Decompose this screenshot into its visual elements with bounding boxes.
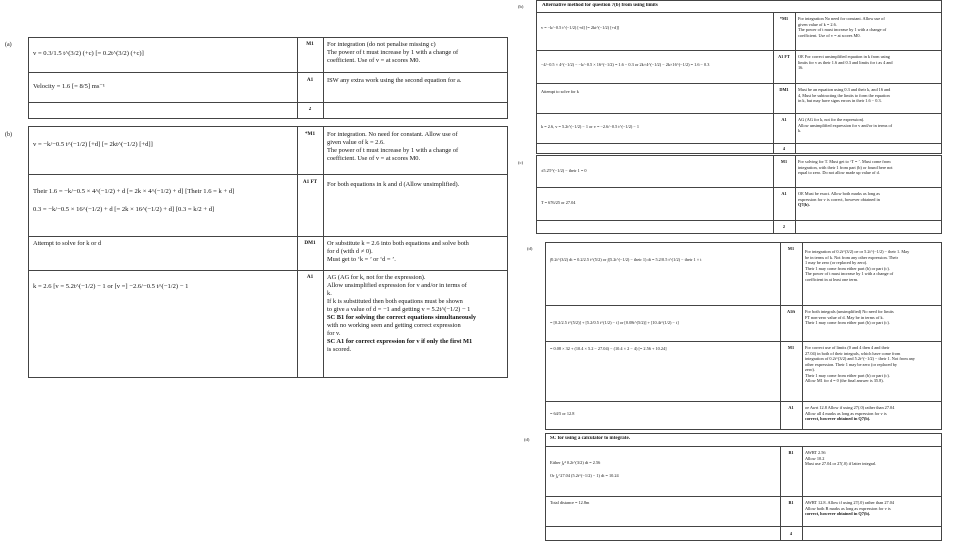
part-b-row-4-working: k = 2.6 [v = 5.2t^(−1/2) − 1 or [v =] −2.6/−0.5 t^(−1/2) − 1 — [33, 283, 189, 290]
part-c-row-1-mark: M1 — [780, 159, 788, 164]
part-d-row-1-working: ∫0.2t^(3/2) dt = 0.2/2.5 t^(5/2) or ∫(5.2t^(−1/2) − their 1) dt = 5.2/0.5 t^(1/2) − their 1 × t — [550, 257, 702, 262]
alt-b-row-2-guidance: OE For correct unsimplified equation in k from using limits for v as their 1.6 and 0.3 and limits for t as 4 and 16. — [798, 54, 893, 71]
alt-b-row-1-guidance: For integration No need for constant. Allow use of given value of k = 2.6. The power of t must increase by 1 with a change of coefficient. Use of v = at scores M0. — [798, 16, 887, 38]
part-d-table — [545, 242, 942, 430]
part-d-sc-row-1-guidance: AWRT 2.56 Allow 10.2 Must use 27.04 or 27(.0) if latter integral. — [805, 450, 877, 467]
part-b-row-2-working: Their 1.6 = −k/−0.5 × 4^(−1/2) + d [= 2k × 4^(−1/2) + d] [Their 1.6 = k + d] 0.3 = −k/−0.5 × 16^(−1/2) + d [= 2k × 16^(−1/2) + d] [0.3 = k/2 + d] — [33, 188, 235, 214]
part-d-row-3-guidance: For correct use of limits (0 and 4 then 4 and their 27.04) in both of their integrals, which have come from integration of 0.2t^(3/2) and 5.2t^(−1/2) − their 1. Not from any other expression. Their 1 may be zero (or replaced by zero). Their 1 may come from either part (b) or part (c). Allow M1 for d = 0 (the final answer is 35.8). — [805, 345, 915, 384]
alt-b-row-1-working: v = −k/−0.5 t^(−1/2) [+d] [= 2kt^(−1/2) [+d]] — [541, 25, 620, 30]
part-a-working: v = 0.3/1.5 t^(3/2) (+c) [= 0.2t^(3/2) (+c)] — [33, 50, 144, 57]
alt-b-row-3-mark: DM1 — [779, 87, 789, 92]
part-d-row-3-working: = 0.08 × 32 + (10.4 × 5.2 − 27.04) − (10.4 × 2 − 4) [= 2.56 + 10.24] — [550, 346, 667, 351]
part-c-row-2-guidance: OE Must be exact. Allow both marks as long as expression for v is correct, however obtained in Q7(b). — [798, 191, 880, 208]
part-d-row-4-guidance: oe Awrt 12.8 Allow if using 27(.0) rather than 27.04 Allow all 4 marks as long as expression for v is correct, however obtained in Q7(b). — [805, 405, 895, 422]
part-b-row-2-mark: A1 FT — [302, 179, 318, 185]
part-d-sc-label: (d) — [524, 437, 530, 442]
part-d-sc-row-1-mark: B1 — [788, 450, 794, 455]
part-b-row-1-working: v = −k/−0.5 t^(−1/2) [+d] [= 2kt^(−1/2) [+d]] — [33, 141, 153, 148]
alt-b-row-4-guidance: AG (AG for k, not for the expression). Allow unsimplified expression for v and/or in terms of k. — [798, 117, 893, 134]
part-d-row-1-mark: M1 — [787, 246, 795, 251]
part-d-sc-total: 4 — [789, 531, 793, 536]
part-a-guidance-2: ISW any extra work using the second equation for a. — [327, 77, 462, 84]
part-b-row-3-working: Attempt to solve for k or d — [33, 240, 102, 247]
part-c-row-1-guidance: For solving for T. Must get to ‘T = ’. Must come from integration, with their 1 from part (b) or found here not equal to zero. Do not allow made up value of d. — [798, 159, 893, 176]
part-d-sc-row-2-guidance: AWRT 12.8. Allow if using 27(.0) rather than 27.04 Allow both B marks as long as expression for v is correct, however obtained in Q7(b). — [805, 500, 895, 517]
part-c-label: (c) — [518, 160, 524, 165]
part-b-row-1-mark: *M1 — [304, 131, 316, 137]
part-c-row-2-working: T = 676/25 or 27.04 — [541, 200, 576, 205]
part-b-table — [28, 126, 508, 378]
part-d-row-2-working: = [0.2/2.5 t^(5/2)] + [5.2/0.5 t^(1/2) − t] or [0.08t^(5/2)] + [10.4t^(1/2) − t] — [550, 320, 679, 325]
alt-b-total: 4 — [782, 146, 786, 151]
part-d-row-1-guidance: For integration of 0.2t^(3/2) oe or 5.2t^(−1/2) − their 1. May be in terms of k. Not from any other expression. Their 1 may be zero (or replaced by zero). Their 1 may come from either part (b) or part (c). The power of t must increase by 1 with a change of coefficient in at least one term. — [805, 249, 910, 282]
part-c-row-2-mark: A1 — [781, 191, 787, 196]
part-d-row-4-mark: A1 — [788, 405, 794, 410]
part-d-row-2-mark: A1ft — [786, 309, 796, 314]
part-a-label: (a) — [5, 42, 12, 48]
part-b-label: (b) — [5, 132, 12, 138]
part-b-row-3-mark: DM1 — [304, 240, 316, 246]
alt-b-table — [536, 0, 942, 154]
part-c-table — [536, 155, 942, 234]
part-d-row-3-mark: M1 — [787, 345, 795, 350]
alt-b-label: (b) — [518, 4, 524, 9]
alt-b-row-2-working: −4/−0.5 × 4^(−1/2) − −k/−0.5 × 16^(−1/2) = 1.6 − 0.3 or 2k×4^(−1/2) − 2k×16^(−1/2) = 1.6 − 0.3 — [541, 62, 710, 67]
alt-b-row-3-guidance: Must be an equation using 0.3 and their k, and 16 and 4, Must be subtracting the limits to form the equation in k, but may have signs errors in their 1.6 − 0.3. — [798, 87, 891, 104]
part-b-row-3-guidance: Or substitute k = 2.6 into both equations and solve both for d (with d ≠ 0). Must get to ‘k = ’ or ‘d = ’. — [327, 240, 469, 263]
alt-b-row-4-working: k = 2.6, v = 5.2t^(−1/2) − 1 or v = −2.6/−0.5 t^(−1/2) − 1 — [541, 124, 640, 129]
part-a-total: 2 — [308, 107, 312, 112]
part-d-row-2-guidance: For both integrals (unsimplified) No need for limits FT non-zero value of d. May be in terms of k. Their 1 may come from either part (b) or part (c). — [805, 309, 894, 326]
part-d-label: (d) — [527, 246, 533, 251]
part-d-sc-row-2-working: Total distance = 12.8m — [550, 500, 590, 505]
part-a-mark-m1: M1 — [306, 41, 314, 47]
alt-b-header: Alternative method for question 7(b) from using limits — [542, 3, 658, 8]
part-d-row-4-working: = 64/5 or 12.8 — [550, 411, 575, 416]
part-b-row-2-guidance: For both equations in k and d (Allow unsimplified). — [327, 181, 460, 188]
part-d-sc-table — [545, 433, 942, 541]
alt-b-row-4-mark: A1 — [781, 117, 787, 122]
part-a-guidance-1: For integration (do not penalise missing c) The power of t must increase by 1 with a change of coefficient. Use of v = at scores M0. — [327, 41, 459, 64]
part-d-sc-row-1-working: Either ∫₀⁴ 0.2t^(3/2) dt = 2.56 Or ∫₄^27.04 (5.2t^(−1/2) − 1) dt = 10.24 — [550, 460, 619, 478]
alt-b-row-1-mark: *M1 — [779, 16, 789, 21]
part-b-row-4-mark: A1 — [306, 274, 314, 280]
part-c-row-1-working: ±5.2T^(−1/2) − their 1 = 0 — [541, 168, 587, 173]
alt-b-row-3-working: Attempt to solve for k — [541, 89, 579, 94]
part-c-total: 2 — [782, 224, 786, 229]
part-a-table — [28, 37, 508, 119]
part-a-velocity: Velocity = 1.6 [= 8/5] ms⁻¹ — [33, 83, 105, 90]
part-a-mark-a1: A1 — [306, 77, 314, 83]
part-b-row-4-guidance: AG (AG for k, not for the expression). Allow unsimplified expression for v and/or in terms of k. If k is substituted then both equations must be shown to give a value of d = −1 and getting v = 5.2t^(−1/2) − 1 SC B1 for solving the correct equations simultaneously with no working seen and getting correct expression for v. SC A1 for correct expression for v if only the first M1 is scored. — [327, 274, 477, 353]
part-d-sc-row-2-mark: B1 — [788, 500, 794, 505]
alt-b-row-2-mark: A1 FT — [778, 54, 790, 59]
part-d-sc-header: SC for using a calculator to integrate. — [550, 436, 630, 441]
part-b-row-1-guidance: For integration. No need for constant. Allow use of given value of k = 2.6. The power of t must increase by 1 with a change of coefficient. Use of v = at scores M0. — [327, 131, 459, 162]
